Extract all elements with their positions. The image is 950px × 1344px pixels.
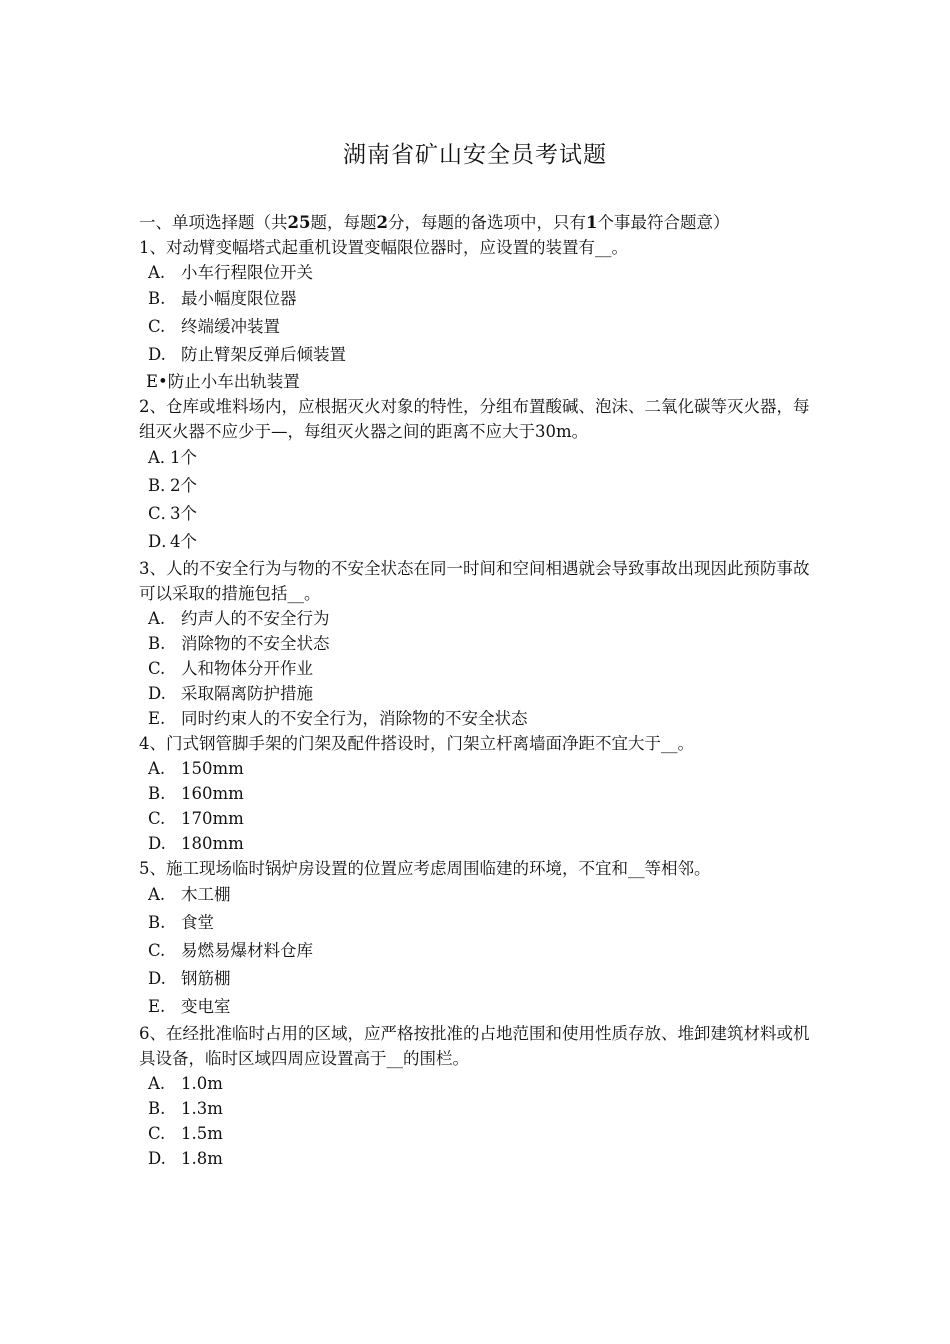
question-4 [139,731,811,856]
option-b: B．2个 [148,476,197,495]
option-c: C. 170mm [148,809,244,828]
option-a: A. 150mm [148,759,244,778]
question-stem: 1、对动臂变幅塔式起重机设置变幅限位器时，应设置的装置有__。 [139,238,628,257]
question-3 [139,556,811,731]
option-c: C. 人和物体分开作业 [148,659,313,678]
question-stem: 3、人的不安全行为与物的不安全状态在同一时间和空间相遇就会导致事故出现因此预防事故可以采取的措施包括__。 [139,559,810,603]
option-d: D. 采取隔离防护措施 [148,684,313,703]
question-6 [139,1021,811,1171]
question-2 [139,394,811,556]
option-c: C. 易燃易爆材料仓库 [148,941,313,960]
option-e: E. 同时约束人的不安全行为，消除物的不安全状态 [148,709,528,728]
question-stem: 6、在经批准临时占用的区域，应严格按批准的占地范围和使用性质存放、堆卸建筑材料或机具设备，临时区域四周应设置高于__的围栏。 [139,1024,810,1068]
option-b: B. 消除物的不安全状态 [148,634,330,653]
question-1 [139,235,811,394]
option-a: A. 1.0m [148,1074,223,1093]
question-stem: 5、施工现场临时锅炉房设置的位置应考虑周围临建的环境，不宜和__等相邻。 [139,859,711,878]
question-stem: 4、门式钢管脚手架的门架及配件搭设时，门架立杆离墙面净距不宜大于__。 [139,734,694,753]
option-b: B. 1.3m [148,1099,223,1118]
option-c: C．3个 [148,504,197,523]
document-title: 湖南省矿山安全员考试题 [343,142,607,168]
option-c: C. 终端缓冲装置 [148,317,280,336]
option-a: A. 木工棚 [148,885,231,904]
option-b: B. 最小幅度限位器 [148,289,297,308]
document-body [139,210,811,1171]
question-stem: 2、仓库或堆料场内，应根据灭火对象的特性，分组布置酸碱、泡沫、二氧化碳等灭火器，每组灭火器不应少于—，每组灭火器之间的距离不应大于30m。 [139,397,810,441]
question-5 [139,856,811,1021]
option-a: A．1个 [148,448,197,467]
option-e: E•防止小车出轨装置 [146,372,300,391]
option-b: B. 160mm [148,784,244,803]
option-a: A. 小车行程限位开关 [148,263,313,282]
option-d: D. 钢筋棚 [148,969,231,988]
option-e: E. 变电室 [148,997,231,1016]
option-c: C. 1.5m [148,1124,223,1143]
option-d: D. 180mm [148,834,244,853]
option-b: B. 食堂 [148,913,214,932]
option-d: D. 防止臂架反弹后倾装置 [148,345,346,364]
option-d: D．4个 [148,532,197,551]
section-heading: 一、单项选择题（共25题，每题2分，每题的备选项中，只有1个事最符合题意） [139,213,730,232]
option-a: A. 约声人的不安全行为 [148,609,330,628]
option-d: D. 1.8m [148,1149,223,1168]
